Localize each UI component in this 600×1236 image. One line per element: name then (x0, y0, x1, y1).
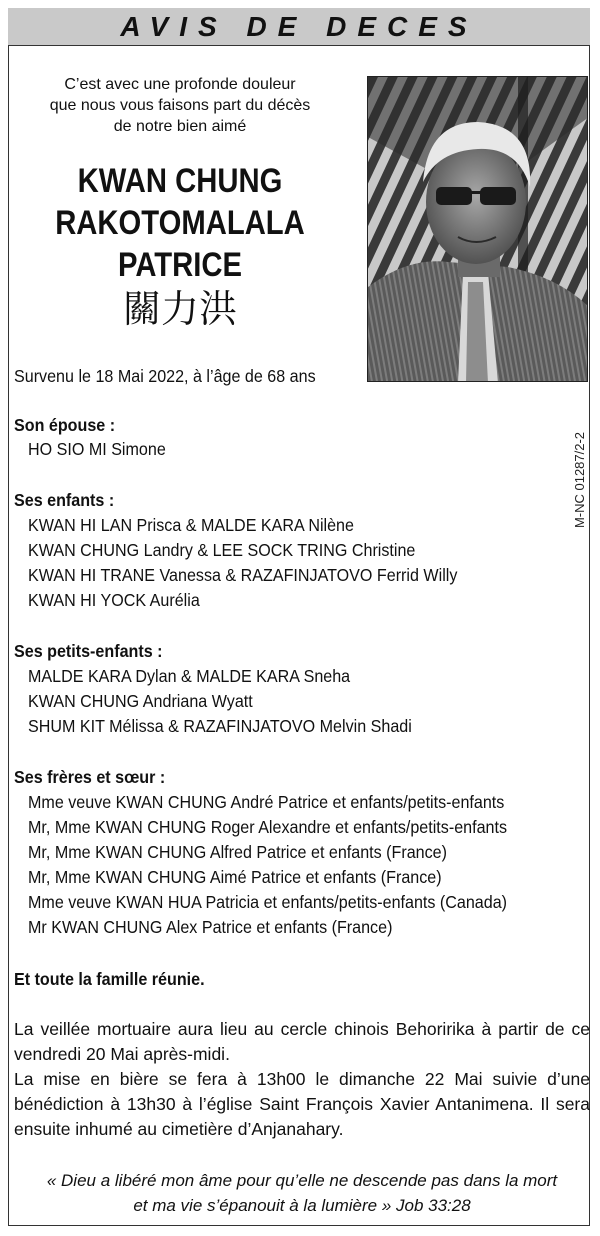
death-info: Survenu le 18 Mai 2022, à l’âge de 68 ans (14, 366, 316, 386)
list-item: KWAN CHUNG Andriana Wyatt (28, 691, 253, 711)
wake-paragraph: La veillée mortuaire aura lieu au cercle chinois Behoririka à partir de ce vendredi 20 Mai après-midi. (14, 1019, 590, 1064)
name-line: RAKOTOMALALA (55, 204, 305, 242)
list-item: MALDE KARA Dylan & MALDE KARA Sneha (28, 666, 351, 686)
notice-header (8, 8, 590, 46)
intro-line: que nous vous faisons part du décès (49, 97, 311, 114)
list-item: KWAN HI TRANE Vanessa & RAZAFINJATOVO Ferrid Willy (28, 565, 458, 585)
intro-text (30, 74, 330, 137)
list-item: Mr, Mme KWAN CHUNG Roger Alexandre et enfants/petits-enfants (28, 817, 508, 837)
list-item: SHUM KIT Mélissa & RAZAFINJATOVO Melvin Shadi (28, 716, 412, 736)
list-item: KWAN HI YOCK Aurélia (28, 590, 200, 610)
chinese-name: 關力洪 (122, 287, 237, 331)
spouse-heading: Son épouse : (14, 415, 116, 435)
quote-line: « Dieu a libéré mon âme pour qu’elle ne descende pas dans la mort (46, 1171, 558, 1190)
portrait-image (368, 77, 588, 382)
list-item: Mme veuve KWAN CHUNG André Patrice et enfants/petits-enfants (28, 792, 505, 812)
closing-quote (14, 1168, 590, 1218)
list-item: HO SIO MI Simone (28, 439, 166, 459)
intro-line: C’est avec une profonde douleur (64, 76, 296, 93)
family-line: Et toute la famille réunie. (14, 969, 205, 989)
deceased-name (51, 160, 309, 286)
portrait-photo (367, 76, 588, 382)
name-line: KWAN CHUNG (77, 162, 283, 200)
intro-line: de notre bien aimé (113, 118, 247, 135)
name-line: PATRICE (117, 246, 243, 284)
list-item: Mr, Mme KWAN CHUNG Alfred Patrice et enfants (France) (28, 842, 448, 862)
list-item: Mme veuve KWAN HUA Patricia et enfants/petits-enfants (Canada) (28, 892, 508, 912)
siblings-heading: Ses frères et sœur : (14, 767, 166, 787)
list-item: KWAN HI LAN Prisca & MALDE KARA Nilène (28, 515, 354, 535)
quote-line: et ma vie s’épanouit à la lumière » Job 33:28 (133, 1196, 471, 1215)
list-item: Mr KWAN CHUNG Alex Patrice et enfants (France) (28, 917, 393, 937)
grandchildren-heading: Ses petits-enfants : (14, 641, 163, 661)
burial-paragraph: La mise en bière se fera à 13h00 le dimanche 22 Mai suivie d’une bénédiction à 13h30 à l’église Saint François Xavier Antanimena. Il sera ensuite inhumé au cimetière d’Anjanahary. (14, 1069, 590, 1139)
list-item: Mr, Mme KWAN CHUNG Aimé Patrice et enfants (France) (28, 867, 442, 887)
children-heading: Ses enfants : (14, 490, 115, 510)
notice-title: AVIS DE DECES (120, 10, 478, 42)
reference-code-text: M-NC 01287/2-2 (572, 431, 587, 529)
list-item: KWAN CHUNG Landry & LEE SOCK TRING Christine (28, 540, 416, 560)
